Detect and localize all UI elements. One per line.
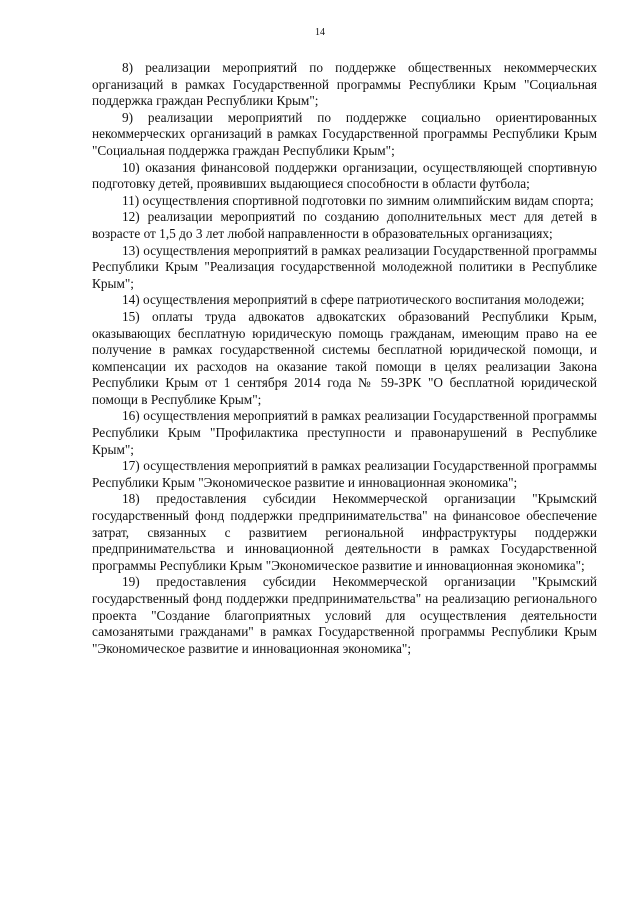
list-item-14: 14) осуществления мероприятий в сфере патриотического воспитания молодежи; — [122, 292, 585, 308]
list-item-18: 18) предоставления субсидии Некоммерческой организации "Крымский государственный фонд поддержки предпринимательства" на финансовое обеспечение затрат, связанных с развитием региональной инфраструктуры поддержки предпринимательства и инновационной деятельности в рамках Государственной программы Республики Крым "Экономическое развитие и инновационная экономика"; — [92, 491, 597, 573]
list-item-12: 12) реализации мероприятий по созданию дополнительных мест для детей в возрасте от 1,5 до 3 лет любой направленности в образовательных организациях; — [92, 209, 597, 241]
list-item-11: 11) осуществления спортивной подготовки по зимним олимпийским видам спорта; — [122, 192, 594, 208]
list-item-17: 17) осуществления мероприятий в рамках реализации Государственной программы Республики Крым "Экономическое развитие и инновационная экономика"; — [92, 458, 597, 490]
list-item-19: 19) предоставления субсидии Некоммерческой организации "Крымский государственный фонд поддержки предпринимательства" на реализацию регионального проекта "Создание благоприятных условий для осуществления деятельности самозанятыми гражданами" в рамках Государственной программы Республики Крым "Экономическое развитие и инновационная экономика"; — [92, 574, 597, 656]
document-body — [92, 60, 597, 657]
list-item-16: 16) осуществления мероприятий в рамках реализации Государственной программы Республики Крым "Профилактика преступности и правонарушений в Республике Крым"; — [92, 408, 597, 457]
list-item-9: 9) реализации мероприятий по поддержке социально ориентированных некоммерческих организаций в рамках Государственной программы Республики Крым "Социальная поддержка граждан Республики Крым"; — [92, 109, 597, 158]
page-number: 14 — [315, 27, 325, 38]
list-item-10: 10) оказания финансовой поддержки организации, осуществляющей спортивную подготовку детей, проявивших выдающиеся способности в области футбола; — [92, 159, 597, 192]
list-item-8: 8) реализации мероприятий по поддержке общественных некоммерческих организаций в рамках Государственной программы Республики Крым "Социальная поддержка граждан Республики Крым"; — [92, 60, 597, 109]
list-item-15: 15) оплаты труда адвокатов адвокатских образований Республики Крым, оказывающих бесплатную юридическую помощь гражданам, имеющим право на ее получение в рамках государственной системы бесплатной юридической помощи, и компенсации их расходов на оказание такой помощи в целях реализации Закона Республики Крым от 1 сентября 2014 года № 59-ЗРК "О бесплатной юридической помощи в Республике Крым"; — [92, 308, 597, 407]
list-item-13: 13) осуществления мероприятий в рамках реализации Государственной программы Республики Крым "Реализация государственной молодежной политики в Республике Крым"; — [92, 242, 597, 291]
